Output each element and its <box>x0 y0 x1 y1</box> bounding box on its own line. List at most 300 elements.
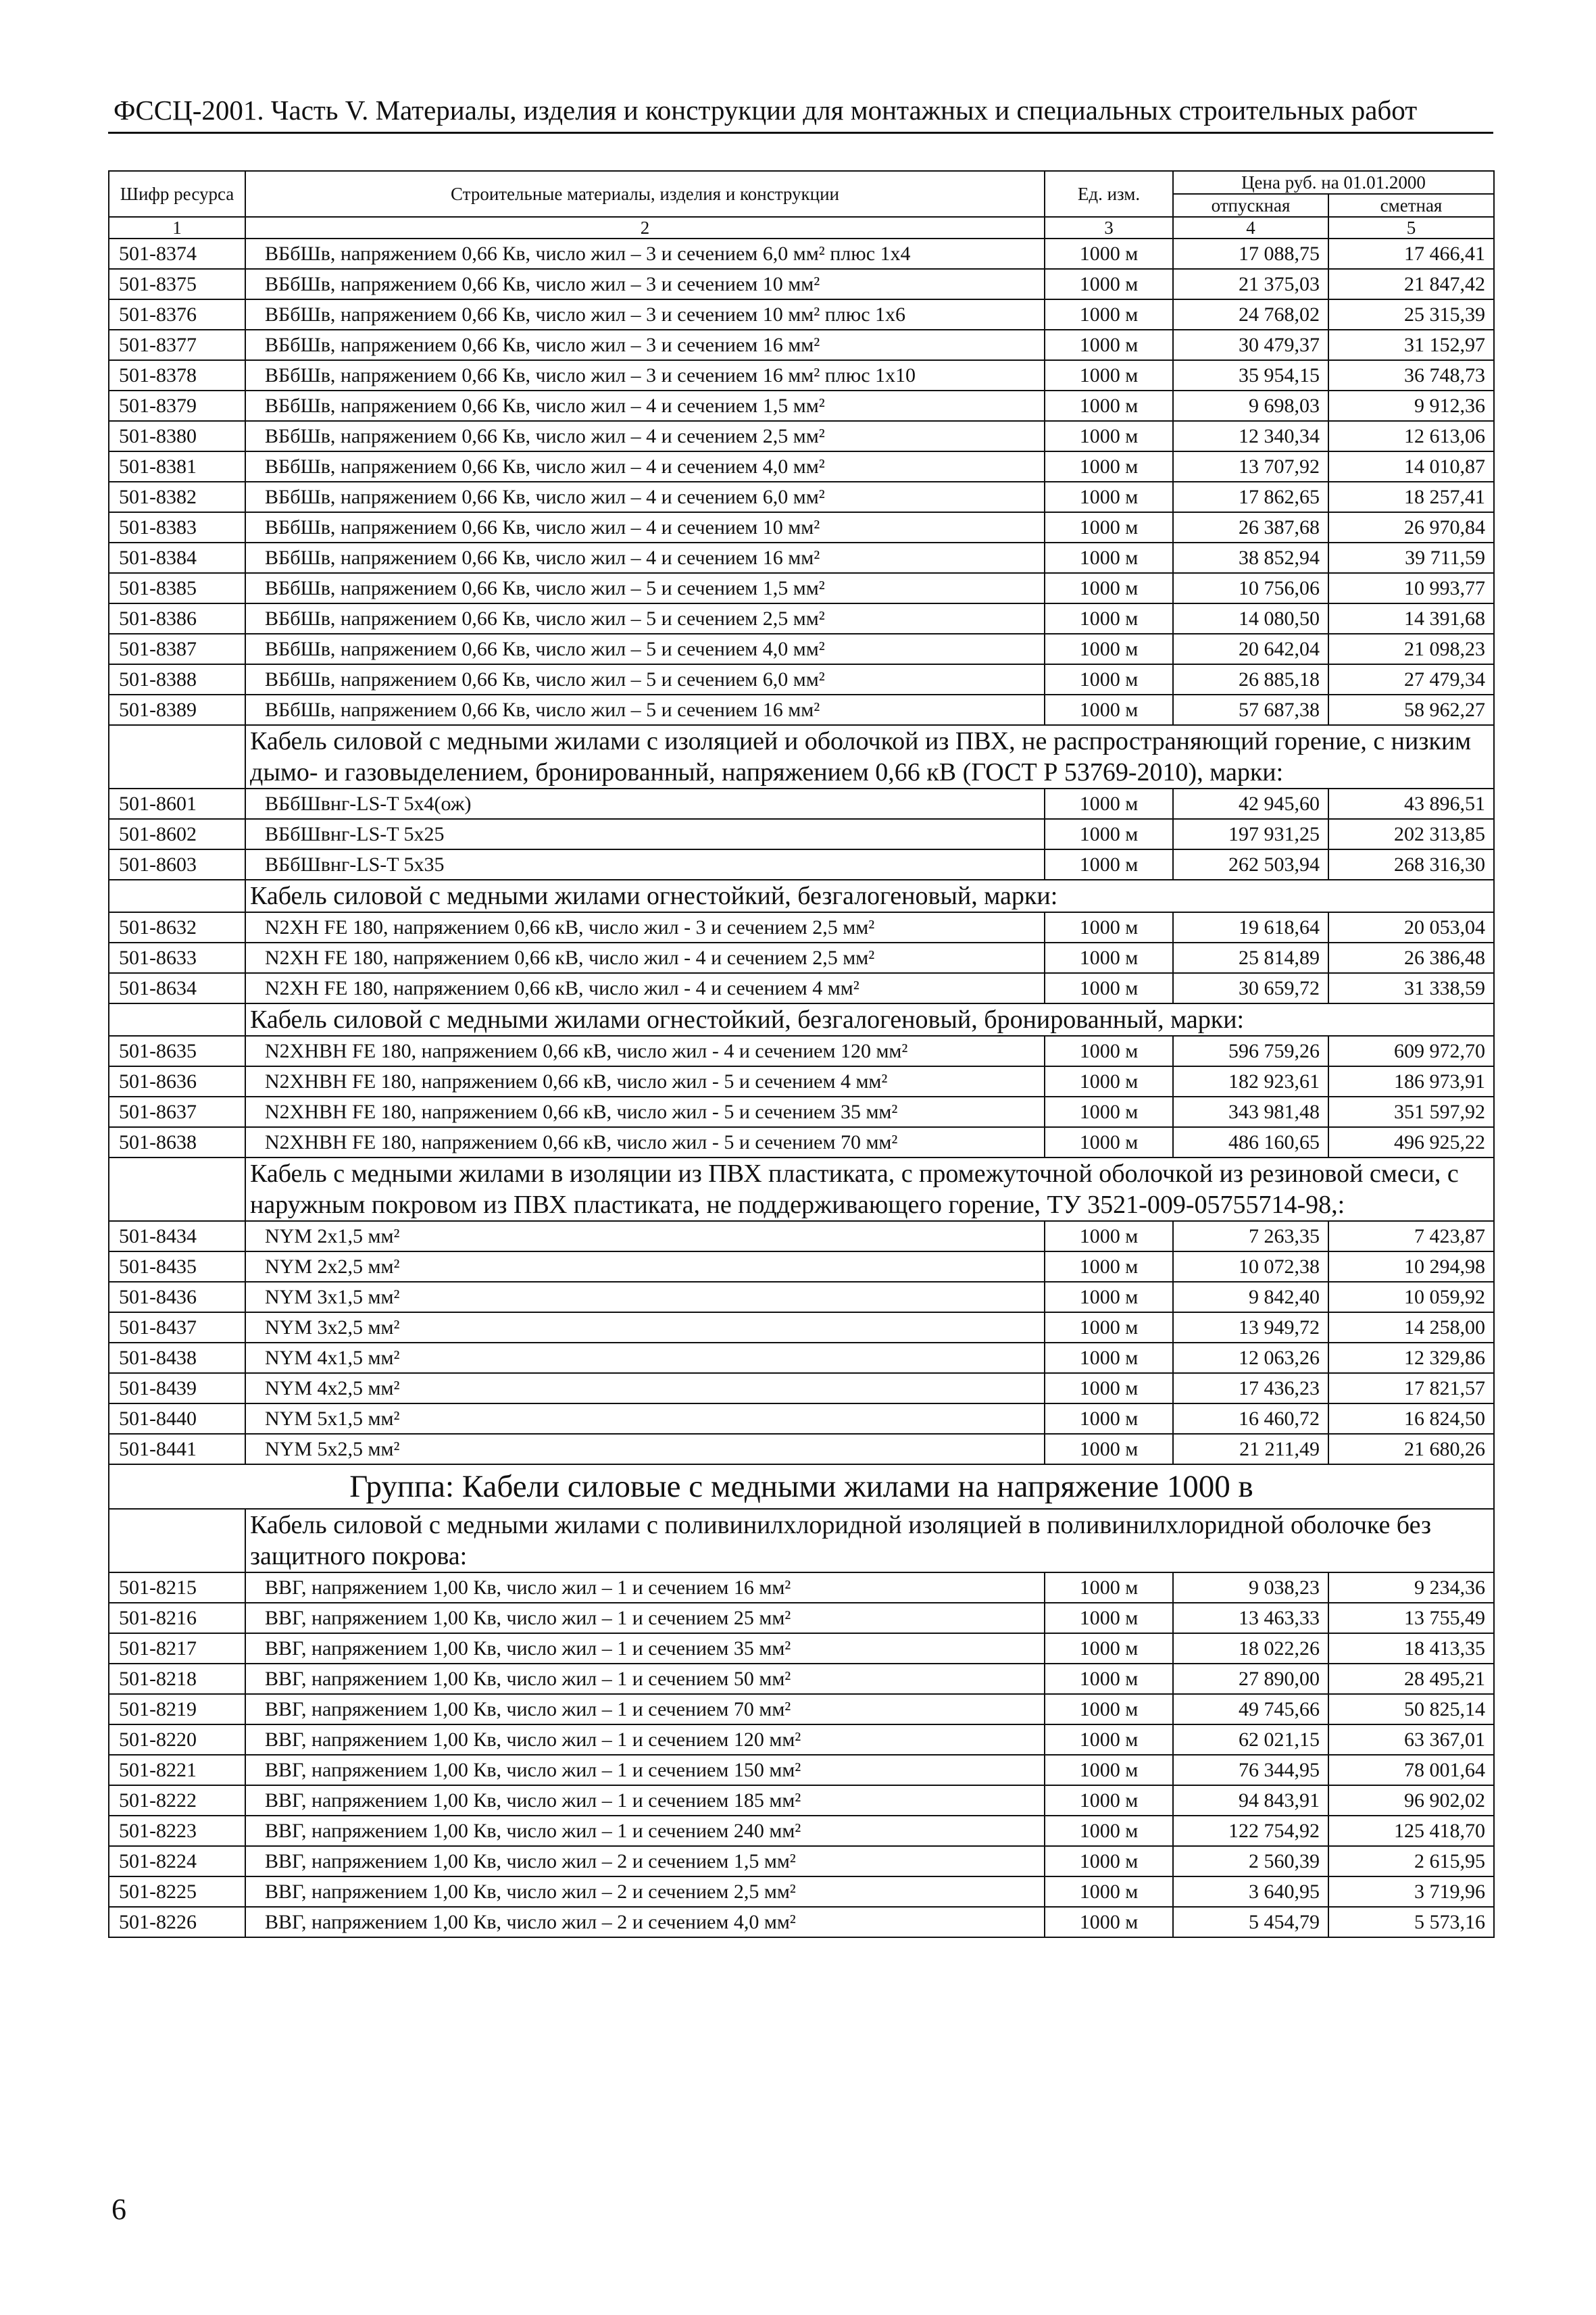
release-price: 14 080,50 <box>1173 603 1328 634</box>
material-name: N2XHBH FE 180, напряжением 0,66 кВ, число жил - 5 и сечением 70 мм² <box>245 1127 1045 1158</box>
table-row <box>109 1282 1494 1312</box>
table-row <box>109 695 1494 725</box>
material-name: ВВГ, напряжением 1,00 Кв, число жил – 1 и сечением 70 мм² <box>245 1694 1045 1724</box>
resource-code: 501-8388 <box>109 664 245 695</box>
header-price-release: отпускная <box>1173 194 1328 217</box>
material-name: N2XH FE 180, напряжением 0,66 кВ, число жил - 3 и сечением 2,5 мм² <box>245 912 1045 943</box>
resource-code: 501-8219 <box>109 1694 245 1724</box>
release-price: 13 463,33 <box>1173 1603 1328 1633</box>
material-name: ВБбШв, напряжением 0,66 Кв, число жил – 3 и сечением 10 мм² плюс 1х6 <box>245 299 1045 330</box>
material-name: ВБбШв, напряжением 0,66 Кв, число жил – 5 и сечением 4,0 мм² <box>245 634 1045 664</box>
unit-of-measure: 1000 м <box>1045 695 1173 725</box>
release-price: 26 387,68 <box>1173 512 1328 543</box>
resource-code: 501-8378 <box>109 360 245 391</box>
resource-code: 501-8220 <box>109 1724 245 1755</box>
release-price: 9 842,40 <box>1173 1282 1328 1312</box>
estimate-price: 50 825,14 <box>1328 1694 1494 1724</box>
table-row <box>109 1403 1494 1434</box>
release-price: 197 931,25 <box>1173 819 1328 849</box>
material-name: ВБбШв, напряжением 0,66 Кв, число жил – 4 и сечением 6,0 мм² <box>245 482 1045 512</box>
unit-of-measure: 1000 м <box>1045 1694 1173 1724</box>
resource-code: 501-8215 <box>109 1572 245 1603</box>
estimate-price: 96 902,02 <box>1328 1785 1494 1816</box>
material-name: ВБбШв, напряжением 0,66 Кв, число жил – 4 и сечением 4,0 мм² <box>245 451 1045 482</box>
unit-of-measure: 1000 м <box>1045 421 1173 451</box>
release-price: 62 021,15 <box>1173 1724 1328 1755</box>
resource-code: 501-8389 <box>109 695 245 725</box>
resource-code: 501-8637 <box>109 1097 245 1127</box>
release-price: 10 756,06 <box>1173 573 1328 603</box>
table-row <box>109 1664 1494 1694</box>
table-row <box>109 1846 1494 1876</box>
unit-of-measure: 1000 м <box>1045 1785 1173 1816</box>
table-row <box>109 1097 1494 1127</box>
table-row <box>109 1127 1494 1158</box>
release-price: 486 160,65 <box>1173 1127 1328 1158</box>
unit-of-measure: 1000 м <box>1045 1282 1173 1312</box>
resource-code: 501-8601 <box>109 789 245 819</box>
material-name: ВБбШвнг-LS-T 5х4(ож) <box>245 789 1045 819</box>
material-name: ВБбШв, напряжением 0,66 Кв, число жил – 4 и сечением 10 мм² <box>245 512 1045 543</box>
estimate-price: 58 962,27 <box>1328 695 1494 725</box>
unit-of-measure: 1000 м <box>1045 943 1173 973</box>
unit-of-measure: 1000 м <box>1045 1633 1173 1664</box>
material-name: ВБбШв, напряжением 0,66 Кв, число жил – 4 и сечением 1,5 мм² <box>245 391 1045 421</box>
release-price: 182 923,61 <box>1173 1066 1328 1097</box>
estimate-price: 609 972,70 <box>1328 1036 1494 1066</box>
material-name: ВБбШв, напряжением 0,66 Кв, число жил – 3 и сечением 10 мм² <box>245 269 1045 299</box>
estimate-price: 31 152,97 <box>1328 330 1494 360</box>
material-name: ВБбШв, напряжением 0,66 Кв, число жил – 5 и сечением 16 мм² <box>245 695 1045 725</box>
table-row <box>109 849 1494 880</box>
release-price: 17 436,23 <box>1173 1373 1328 1403</box>
group-heading: Группа: Кабели силовые с медными жилами на напряжение 1000 в <box>109 1464 1494 1509</box>
resource-code: 501-8377 <box>109 330 245 360</box>
table-row <box>109 634 1494 664</box>
page-number: 6 <box>111 2193 126 2226</box>
resource-code: 501-8374 <box>109 239 245 269</box>
material-name: ВВГ, напряжением 1,00 Кв, число жил – 2 и сечением 2,5 мм² <box>245 1876 1045 1907</box>
estimate-price: 21 098,23 <box>1328 634 1494 664</box>
table-row <box>109 1876 1494 1907</box>
table-row <box>109 360 1494 391</box>
table-row <box>109 1221 1494 1251</box>
unit-of-measure: 1000 м <box>1045 819 1173 849</box>
material-name: ВБбШвнг-LS-T 5х35 <box>245 849 1045 880</box>
table-row <box>109 1603 1494 1633</box>
header-price-estimate: сметная <box>1328 194 1494 217</box>
release-price: 10 072,38 <box>1173 1251 1328 1282</box>
resource-code: 501-8223 <box>109 1816 245 1846</box>
unit-of-measure: 1000 м <box>1045 1036 1173 1066</box>
unit-of-measure: 1000 м <box>1045 973 1173 1003</box>
subheading-row <box>109 880 1494 912</box>
estimate-price: 2 615,95 <box>1328 1846 1494 1876</box>
estimate-price: 20 053,04 <box>1328 912 1494 943</box>
unit-of-measure: 1000 м <box>1045 1221 1173 1251</box>
material-name: N2XH FE 180, напряжением 0,66 кВ, число жил - 4 и сечением 4 мм² <box>245 973 1045 1003</box>
resource-code: 501-8439 <box>109 1373 245 1403</box>
estimate-price: 21 680,26 <box>1328 1434 1494 1464</box>
table-row <box>109 1434 1494 1464</box>
table-row <box>109 1785 1494 1816</box>
material-name: ВВГ, напряжением 1,00 Кв, число жил – 1 и сечением 240 мм² <box>245 1816 1045 1846</box>
resource-code: 501-8218 <box>109 1664 245 1694</box>
estimate-price: 21 847,42 <box>1328 269 1494 299</box>
resource-code: 501-8436 <box>109 1282 245 1312</box>
unit-of-measure: 1000 м <box>1045 391 1173 421</box>
material-name: ВБбШв, напряжением 0,66 Кв, число жил – 3 и сечением 16 мм² плюс 1х10 <box>245 360 1045 391</box>
table-row <box>109 1907 1494 1937</box>
material-name: ВВГ, напряжением 1,00 Кв, число жил – 2 и сечением 1,5 мм² <box>245 1846 1045 1876</box>
estimate-price: 125 418,70 <box>1328 1816 1494 1846</box>
subheading-row <box>109 1003 1494 1036</box>
table-row <box>109 1036 1494 1066</box>
unit-of-measure: 1000 м <box>1045 1373 1173 1403</box>
release-price: 9 038,23 <box>1173 1572 1328 1603</box>
estimate-price: 5 573,16 <box>1328 1907 1494 1937</box>
unit-of-measure: 1000 м <box>1045 912 1173 943</box>
estimate-price: 202 313,85 <box>1328 819 1494 849</box>
release-price: 21 211,49 <box>1173 1434 1328 1464</box>
table-row <box>109 1373 1494 1403</box>
resource-code: 501-8435 <box>109 1251 245 1282</box>
material-name: NYM 5х1,5 мм² <box>245 1403 1045 1434</box>
section-subheading: Кабель силовой с медными жилами огнестойкий, безгалогеновый, бронированный, марки: <box>245 1003 1494 1036</box>
material-name: ВВГ, напряжением 1,00 Кв, число жил – 1 и сечением 150 мм² <box>245 1755 1045 1785</box>
subheading-spacer <box>109 725 245 789</box>
header-unit: Ед. изм. <box>1045 171 1173 217</box>
resource-code: 501-8636 <box>109 1066 245 1097</box>
section-subheading: Кабель силовой с медными жилами огнестойкий, безгалогеновый, марки: <box>245 880 1494 912</box>
release-price: 20 642,04 <box>1173 634 1328 664</box>
material-name: NYM 3х1,5 мм² <box>245 1282 1045 1312</box>
estimate-price: 10 059,92 <box>1328 1282 1494 1312</box>
estimate-price: 17 821,57 <box>1328 1373 1494 1403</box>
subheading-row <box>109 725 1494 789</box>
table-row <box>109 912 1494 943</box>
column-number: 4 <box>1173 217 1328 239</box>
release-price: 262 503,94 <box>1173 849 1328 880</box>
resource-code: 501-8375 <box>109 269 245 299</box>
resource-code: 501-8381 <box>109 451 245 482</box>
unit-of-measure: 1000 м <box>1045 543 1173 573</box>
table-row <box>109 943 1494 973</box>
unit-of-measure: 1000 м <box>1045 330 1173 360</box>
table-row <box>109 664 1494 695</box>
estimate-price: 18 257,41 <box>1328 482 1494 512</box>
estimate-price: 10 993,77 <box>1328 573 1494 603</box>
release-price: 343 981,48 <box>1173 1097 1328 1127</box>
subheading-spacer <box>109 1509 245 1572</box>
estimate-price: 43 896,51 <box>1328 789 1494 819</box>
unit-of-measure: 1000 м <box>1045 1312 1173 1343</box>
unit-of-measure: 1000 м <box>1045 1755 1173 1785</box>
release-price: 2 560,39 <box>1173 1846 1328 1876</box>
estimate-price: 12 613,06 <box>1328 421 1494 451</box>
unit-of-measure: 1000 м <box>1045 849 1173 880</box>
unit-of-measure: 1000 м <box>1045 1127 1173 1158</box>
release-price: 94 843,91 <box>1173 1785 1328 1816</box>
release-price: 596 759,26 <box>1173 1036 1328 1066</box>
material-name: ВБбШв, напряжением 0,66 Кв, число жил – 5 и сечением 1,5 мм² <box>245 573 1045 603</box>
release-price: 16 460,72 <box>1173 1403 1328 1434</box>
release-price: 26 885,18 <box>1173 664 1328 695</box>
page-header: ФССЦ-2001. Часть V. Материалы, изделия и конструкции для монтажных и специальных строительных работ <box>114 95 1418 126</box>
resource-code: 501-8216 <box>109 1603 245 1633</box>
column-number: 2 <box>245 217 1045 239</box>
column-number: 5 <box>1328 217 1494 239</box>
release-price: 25 814,89 <box>1173 943 1328 973</box>
resource-code: 501-8633 <box>109 943 245 973</box>
table-row <box>109 573 1494 603</box>
release-price: 3 640,95 <box>1173 1876 1328 1907</box>
material-name: NYM 2х1,5 мм² <box>245 1221 1045 1251</box>
release-price: 24 768,02 <box>1173 299 1328 330</box>
release-price: 30 659,72 <box>1173 973 1328 1003</box>
estimate-price: 9 234,36 <box>1328 1572 1494 1603</box>
release-price: 30 479,37 <box>1173 330 1328 360</box>
table-row <box>109 330 1494 360</box>
resource-code: 501-8225 <box>109 1876 245 1907</box>
unit-of-measure: 1000 м <box>1045 1816 1173 1846</box>
release-price: 38 852,94 <box>1173 543 1328 573</box>
estimate-price: 3 719,96 <box>1328 1876 1494 1907</box>
material-name: ВБбШв, напряжением 0,66 Кв, число жил – 3 и сечением 16 мм² <box>245 330 1045 360</box>
table-row <box>109 1066 1494 1097</box>
unit-of-measure: 1000 м <box>1045 1603 1173 1633</box>
estimate-price: 10 294,98 <box>1328 1251 1494 1282</box>
release-price: 17 862,65 <box>1173 482 1328 512</box>
estimate-price: 14 258,00 <box>1328 1312 1494 1343</box>
unit-of-measure: 1000 м <box>1045 664 1173 695</box>
unit-of-measure: 1000 м <box>1045 299 1173 330</box>
estimate-price: 12 329,86 <box>1328 1343 1494 1373</box>
resource-code: 501-8221 <box>109 1755 245 1785</box>
resource-code: 501-8634 <box>109 973 245 1003</box>
release-price: 27 890,00 <box>1173 1664 1328 1694</box>
unit-of-measure: 1000 м <box>1045 1251 1173 1282</box>
header-price-group: Цена руб. на 01.01.2000 <box>1173 171 1494 194</box>
material-name: ВБбШв, напряжением 0,66 Кв, число жил – 3 и сечением 6,0 мм² плюс 1х4 <box>245 239 1045 269</box>
material-name: ВБбШв, напряжением 0,66 Кв, число жил – 4 и сечением 16 мм² <box>245 543 1045 573</box>
release-price: 9 698,03 <box>1173 391 1328 421</box>
material-name: NYM 4х2,5 мм² <box>245 1373 1045 1403</box>
table-row <box>109 1755 1494 1785</box>
material-name: ВВГ, напряжением 1,00 Кв, число жил – 1 и сечением 120 мм² <box>245 1724 1045 1755</box>
resource-code: 501-8441 <box>109 1434 245 1464</box>
table-row <box>109 543 1494 573</box>
unit-of-measure: 1000 м <box>1045 1876 1173 1907</box>
material-name: N2XHBH FE 180, напряжением 0,66 кВ, число жил - 4 и сечением 120 мм² <box>245 1036 1045 1066</box>
subheading-spacer <box>109 1003 245 1036</box>
unit-of-measure: 1000 м <box>1045 1097 1173 1127</box>
release-price: 13 707,92 <box>1173 451 1328 482</box>
table-row <box>109 391 1494 421</box>
material-name: NYM 2х2,5 мм² <box>245 1251 1045 1282</box>
estimate-price: 496 925,22 <box>1328 1127 1494 1158</box>
column-number: 1 <box>109 217 245 239</box>
unit-of-measure: 1000 м <box>1045 451 1173 482</box>
material-name: N2XHBH FE 180, напряжением 0,66 кВ, число жил - 5 и сечением 4 мм² <box>245 1066 1045 1097</box>
resource-code: 501-8387 <box>109 634 245 664</box>
subheading-row <box>109 1158 1494 1221</box>
estimate-price: 17 466,41 <box>1328 239 1494 269</box>
release-price: 42 945,60 <box>1173 789 1328 819</box>
resource-code: 501-8226 <box>109 1907 245 1937</box>
table-row <box>109 1572 1494 1603</box>
table-row <box>109 1816 1494 1846</box>
estimate-price: 16 824,50 <box>1328 1403 1494 1434</box>
table-row <box>109 1724 1494 1755</box>
estimate-price: 26 970,84 <box>1328 512 1494 543</box>
resource-code: 501-8224 <box>109 1846 245 1876</box>
resource-code: 501-8384 <box>109 543 245 573</box>
unit-of-measure: 1000 м <box>1045 1403 1173 1434</box>
estimate-price: 26 386,48 <box>1328 943 1494 973</box>
unit-of-measure: 1000 м <box>1045 482 1173 512</box>
table-row <box>109 789 1494 819</box>
release-price: 122 754,92 <box>1173 1816 1328 1846</box>
release-price: 12 063,26 <box>1173 1343 1328 1373</box>
estimate-price: 9 912,36 <box>1328 391 1494 421</box>
resource-code: 501-8379 <box>109 391 245 421</box>
estimate-price: 28 495,21 <box>1328 1664 1494 1694</box>
estimate-price: 78 001,64 <box>1328 1755 1494 1785</box>
unit-of-measure: 1000 м <box>1045 239 1173 269</box>
release-price: 13 949,72 <box>1173 1312 1328 1343</box>
estimate-price: 31 338,59 <box>1328 973 1494 1003</box>
resource-code: 501-8438 <box>109 1343 245 1373</box>
release-price: 12 340,34 <box>1173 421 1328 451</box>
estimate-price: 25 315,39 <box>1328 299 1494 330</box>
table-row <box>109 603 1494 634</box>
release-price: 17 088,75 <box>1173 239 1328 269</box>
material-name: N2XHBH FE 180, напряжением 0,66 кВ, число жил - 5 и сечением 35 мм² <box>245 1097 1045 1127</box>
resource-code: 501-8386 <box>109 603 245 634</box>
table-row <box>109 1251 1494 1282</box>
unit-of-measure: 1000 м <box>1045 789 1173 819</box>
material-name: NYM 3х2,5 мм² <box>245 1312 1045 1343</box>
estimate-price: 27 479,34 <box>1328 664 1494 695</box>
estimate-price: 7 423,87 <box>1328 1221 1494 1251</box>
material-name: ВВГ, напряжением 1,00 Кв, число жил – 1 и сечением 185 мм² <box>245 1785 1045 1816</box>
table-row <box>109 451 1494 482</box>
table-row <box>109 1694 1494 1724</box>
table-row <box>109 299 1494 330</box>
resource-code: 501-8382 <box>109 482 245 512</box>
resource-code: 501-8380 <box>109 421 245 451</box>
estimate-price: 63 367,01 <box>1328 1724 1494 1755</box>
unit-of-measure: 1000 м <box>1045 269 1173 299</box>
unit-of-measure: 1000 м <box>1045 573 1173 603</box>
table-row <box>109 421 1494 451</box>
section-subheading: Кабель силовой с медными жилами с поливинилхлоридной изоляцией в поливинилхлоридной оболочке без защитного покрова: <box>245 1509 1494 1572</box>
material-name: NYM 4х1,5 мм² <box>245 1343 1045 1373</box>
material-name: ВВГ, напряжением 1,00 Кв, число жил – 1 и сечением 16 мм² <box>245 1572 1045 1603</box>
material-name: ВБбШвнг-LS-T 5х25 <box>245 819 1045 849</box>
header-code: Шифр ресурса <box>109 171 245 217</box>
table-row <box>109 973 1494 1003</box>
resource-code: 501-8440 <box>109 1403 245 1434</box>
unit-of-measure: 1000 м <box>1045 512 1173 543</box>
unit-of-measure: 1000 м <box>1045 634 1173 664</box>
release-price: 49 745,66 <box>1173 1694 1328 1724</box>
table-row <box>109 269 1494 299</box>
material-name: ВВГ, напряжением 1,00 Кв, число жил – 2 и сечением 4,0 мм² <box>245 1907 1045 1937</box>
table-row <box>109 1343 1494 1373</box>
table-row <box>109 1633 1494 1664</box>
estimate-price: 36 748,73 <box>1328 360 1494 391</box>
release-price: 35 954,15 <box>1173 360 1328 391</box>
unit-of-measure: 1000 м <box>1045 1846 1173 1876</box>
unit-of-measure: 1000 м <box>1045 1572 1173 1603</box>
resource-code: 501-8632 <box>109 912 245 943</box>
table-row <box>109 819 1494 849</box>
table-row <box>109 1312 1494 1343</box>
group-heading-row <box>109 1464 1494 1509</box>
estimate-price: 186 973,91 <box>1328 1066 1494 1097</box>
unit-of-measure: 1000 м <box>1045 1724 1173 1755</box>
resource-code: 501-8385 <box>109 573 245 603</box>
unit-of-measure: 1000 м <box>1045 603 1173 634</box>
unit-of-measure: 1000 м <box>1045 1434 1173 1464</box>
table-body <box>109 239 1494 1937</box>
table-row <box>109 482 1494 512</box>
subheading-spacer <box>109 880 245 912</box>
estimate-price: 39 711,59 <box>1328 543 1494 573</box>
resource-code: 501-8434 <box>109 1221 245 1251</box>
material-name: ВБбШв, напряжением 0,66 Кв, число жил – 4 и сечением 2,5 мм² <box>245 421 1045 451</box>
unit-of-measure: 1000 м <box>1045 1343 1173 1373</box>
unit-of-measure: 1000 м <box>1045 1907 1173 1937</box>
header-name: Строительные материалы, изделия и конструкции <box>245 171 1045 217</box>
release-price: 7 263,35 <box>1173 1221 1328 1251</box>
table-row <box>109 512 1494 543</box>
resource-code: 501-8437 <box>109 1312 245 1343</box>
material-name: N2XH FE 180, напряжением 0,66 кВ, число жил - 4 и сечением 2,5 мм² <box>245 943 1045 973</box>
material-name: ВВГ, напряжением 1,00 Кв, число жил – 1 и сечением 50 мм² <box>245 1664 1045 1694</box>
estimate-price: 18 413,35 <box>1328 1633 1494 1664</box>
estimate-price: 268 316,30 <box>1328 849 1494 880</box>
material-name: ВБбШв, напряжением 0,66 Кв, число жил – 5 и сечением 6,0 мм² <box>245 664 1045 695</box>
release-price: 76 344,95 <box>1173 1755 1328 1785</box>
resource-code: 501-8376 <box>109 299 245 330</box>
estimate-price: 14 010,87 <box>1328 451 1494 482</box>
header-rule <box>108 132 1493 134</box>
resource-code: 501-8602 <box>109 819 245 849</box>
material-name: ВБбШв, напряжением 0,66 Кв, число жил – 5 и сечением 2,5 мм² <box>245 603 1045 634</box>
price-table <box>108 170 1495 1938</box>
resource-code: 501-8222 <box>109 1785 245 1816</box>
material-name: ВВГ, напряжением 1,00 Кв, число жил – 1 и сечением 35 мм² <box>245 1633 1045 1664</box>
release-price: 21 375,03 <box>1173 269 1328 299</box>
unit-of-measure: 1000 м <box>1045 1664 1173 1694</box>
release-price: 5 454,79 <box>1173 1907 1328 1937</box>
column-number: 3 <box>1045 217 1173 239</box>
material-name: ВВГ, напряжением 1,00 Кв, число жил – 1 и сечением 25 мм² <box>245 1603 1045 1633</box>
resource-code: 501-8217 <box>109 1633 245 1664</box>
resource-code: 501-8635 <box>109 1036 245 1066</box>
subheading-spacer <box>109 1158 245 1221</box>
resource-code: 501-8383 <box>109 512 245 543</box>
unit-of-measure: 1000 м <box>1045 360 1173 391</box>
estimate-price: 14 391,68 <box>1328 603 1494 634</box>
estimate-price: 13 755,49 <box>1328 1603 1494 1633</box>
material-name: NYM 5х2,5 мм² <box>245 1434 1045 1464</box>
unit-of-measure: 1000 м <box>1045 1066 1173 1097</box>
subheading-row <box>109 1509 1494 1572</box>
